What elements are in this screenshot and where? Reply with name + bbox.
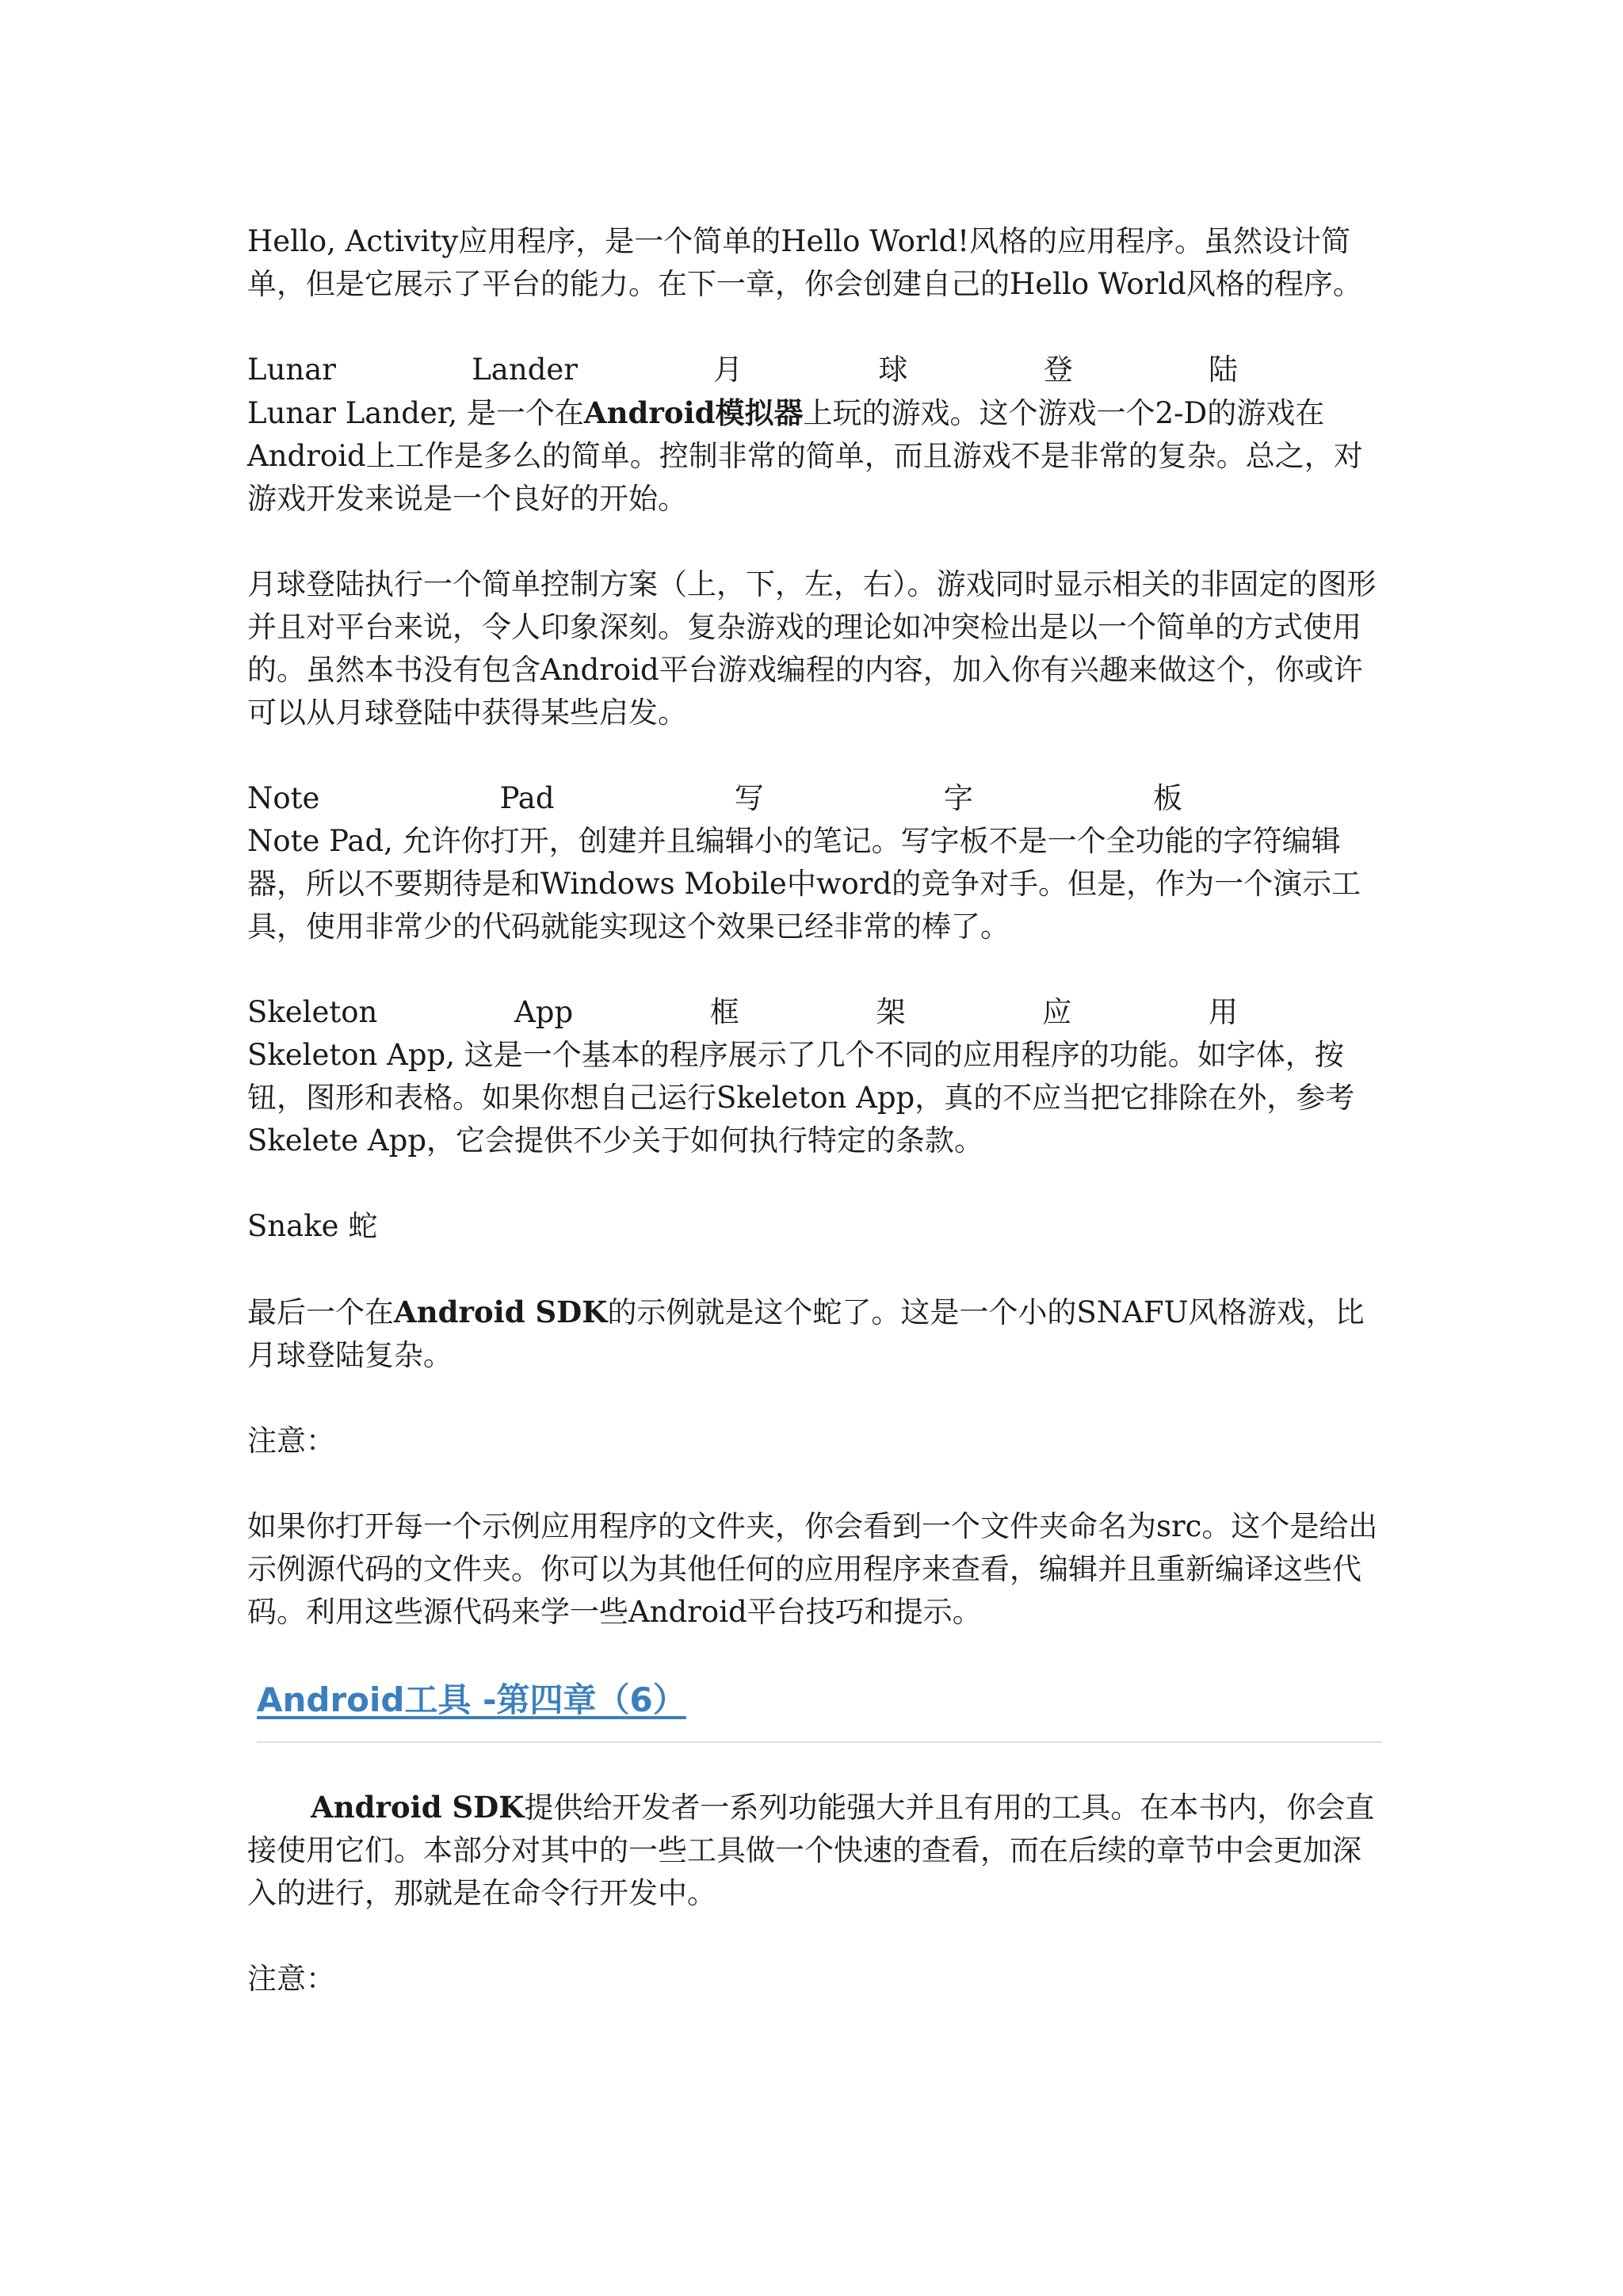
- title-word: 字: [943, 781, 973, 815]
- section-heading-block: [257, 1676, 1382, 1743]
- text-run: 上玩的游戏。这个游戏一个2-D的游戏在Android上工作是多么的简单。控制非常的简单，而且游戏不是非常的复杂。总之，对游戏开发来说是一个良好的开始。: [247, 396, 1363, 516]
- text-run: 提供给开发者一系列功能强大并且有用的工具。在本书内，你会直接使用它们。本部分对其中的一些工具做一个快速的查看，而在后续的章节中会更加深入的进行，那就是在命令行开发中。: [247, 1791, 1375, 1910]
- title-word: Pad: [499, 781, 555, 815]
- title-word: App: [514, 995, 574, 1029]
- title-word: 架: [876, 995, 906, 1029]
- skeleton-app-title: [247, 991, 1238, 1034]
- intro-paragraph: Hello, Activity应用程序，是一个简单的Hello World!风格的应用程序。虽然设计简单，但是它展示了平台的能力。在下一章，你会创建自己的Hello World风格的程序。: [247, 224, 1362, 301]
- note-paragraph: 如果你打开每一个示例应用程序的文件夹，你会看到一个文件夹命名为src。这个是给出示例源代码的文件夹。你可以为其他任何的应用程序来查看，编辑并且重新编译这些代码。利用这些源代码来学一些Android平台技巧和提示。: [247, 1509, 1378, 1629]
- title-word: 陆: [1208, 353, 1238, 387]
- title-word: Lander: [472, 353, 578, 387]
- note-label: 注意：: [247, 1424, 335, 1458]
- lunar-lander-paragraph: [247, 391, 1388, 521]
- bold-text: Android SDK: [311, 1790, 525, 1825]
- section-heading-link[interactable]: Android工具 -第四章（6）: [257, 1680, 686, 1719]
- title-word: Note: [247, 781, 320, 815]
- title-word: 登: [1043, 353, 1073, 387]
- title-word: 月: [713, 353, 743, 387]
- text-run: 最后一个在: [247, 1295, 394, 1329]
- text-run: Lunar Lander, 是一个在: [247, 396, 584, 430]
- title-word: 板: [1152, 781, 1182, 815]
- note-pad-paragraph: Note Pad, 允许你打开，创建并且编辑小的笔记。写字板不是一个全功能的字符编辑器，所以不要期待是和Windows Mobile中word的竞争对手。但是，作为一个演示工具，使用非常少的代码就能实现这个效果已经非常的棒了。: [247, 824, 1361, 944]
- sdk-tools-paragraph: [247, 1786, 1388, 1915]
- snake-paragraph: [247, 1291, 1388, 1377]
- document-body: [247, 220, 1388, 2043]
- bold-text: Android模拟器: [583, 395, 804, 430]
- note-pad-title: [247, 777, 1182, 820]
- title-word: Lunar: [247, 353, 336, 387]
- title-word: Skeleton: [247, 995, 378, 1029]
- lunar-lander-title: [247, 349, 1238, 391]
- skeleton-app-paragraph: Skeleton App, 这是一个基本的程序展示了几个不同的应用程序的功能。如字体，按钮，图形和表格。如果你想自己运行Skeleton App，真的不应当把它排除在外，参考Skelete App，它会提供不少关于如何执行特定的条款。: [247, 1038, 1355, 1158]
- title-word: 框: [709, 995, 739, 1029]
- text-run: 的示例就是这个蛇了。这是一个小的SNAFU风格游戏，比月球登陆复杂。: [247, 1295, 1365, 1372]
- title-word: 应: [1042, 995, 1072, 1029]
- title-word: 写: [734, 781, 764, 815]
- bold-text: Android SDK: [394, 1295, 608, 1329]
- lunar-lander-detail-paragraph: 月球登陆执行一个简单控制方案（上，下，左，右）。游戏同时显示相关的非固定的图形并且对平台来说，令人印象深刻。复杂游戏的理论如冲突检出是以一个简单的方式使用的。虽然本书没有包含Android平台游戏编程的内容，加入你有兴趣来做这个，你或许可以从月球登陆中获得某些启发。: [247, 567, 1377, 730]
- snake-title: Snake 蛇: [247, 1209, 378, 1243]
- title-word: 球: [878, 353, 908, 387]
- section-note-label: 注意：: [247, 1962, 335, 1996]
- title-word: 用: [1208, 995, 1238, 1029]
